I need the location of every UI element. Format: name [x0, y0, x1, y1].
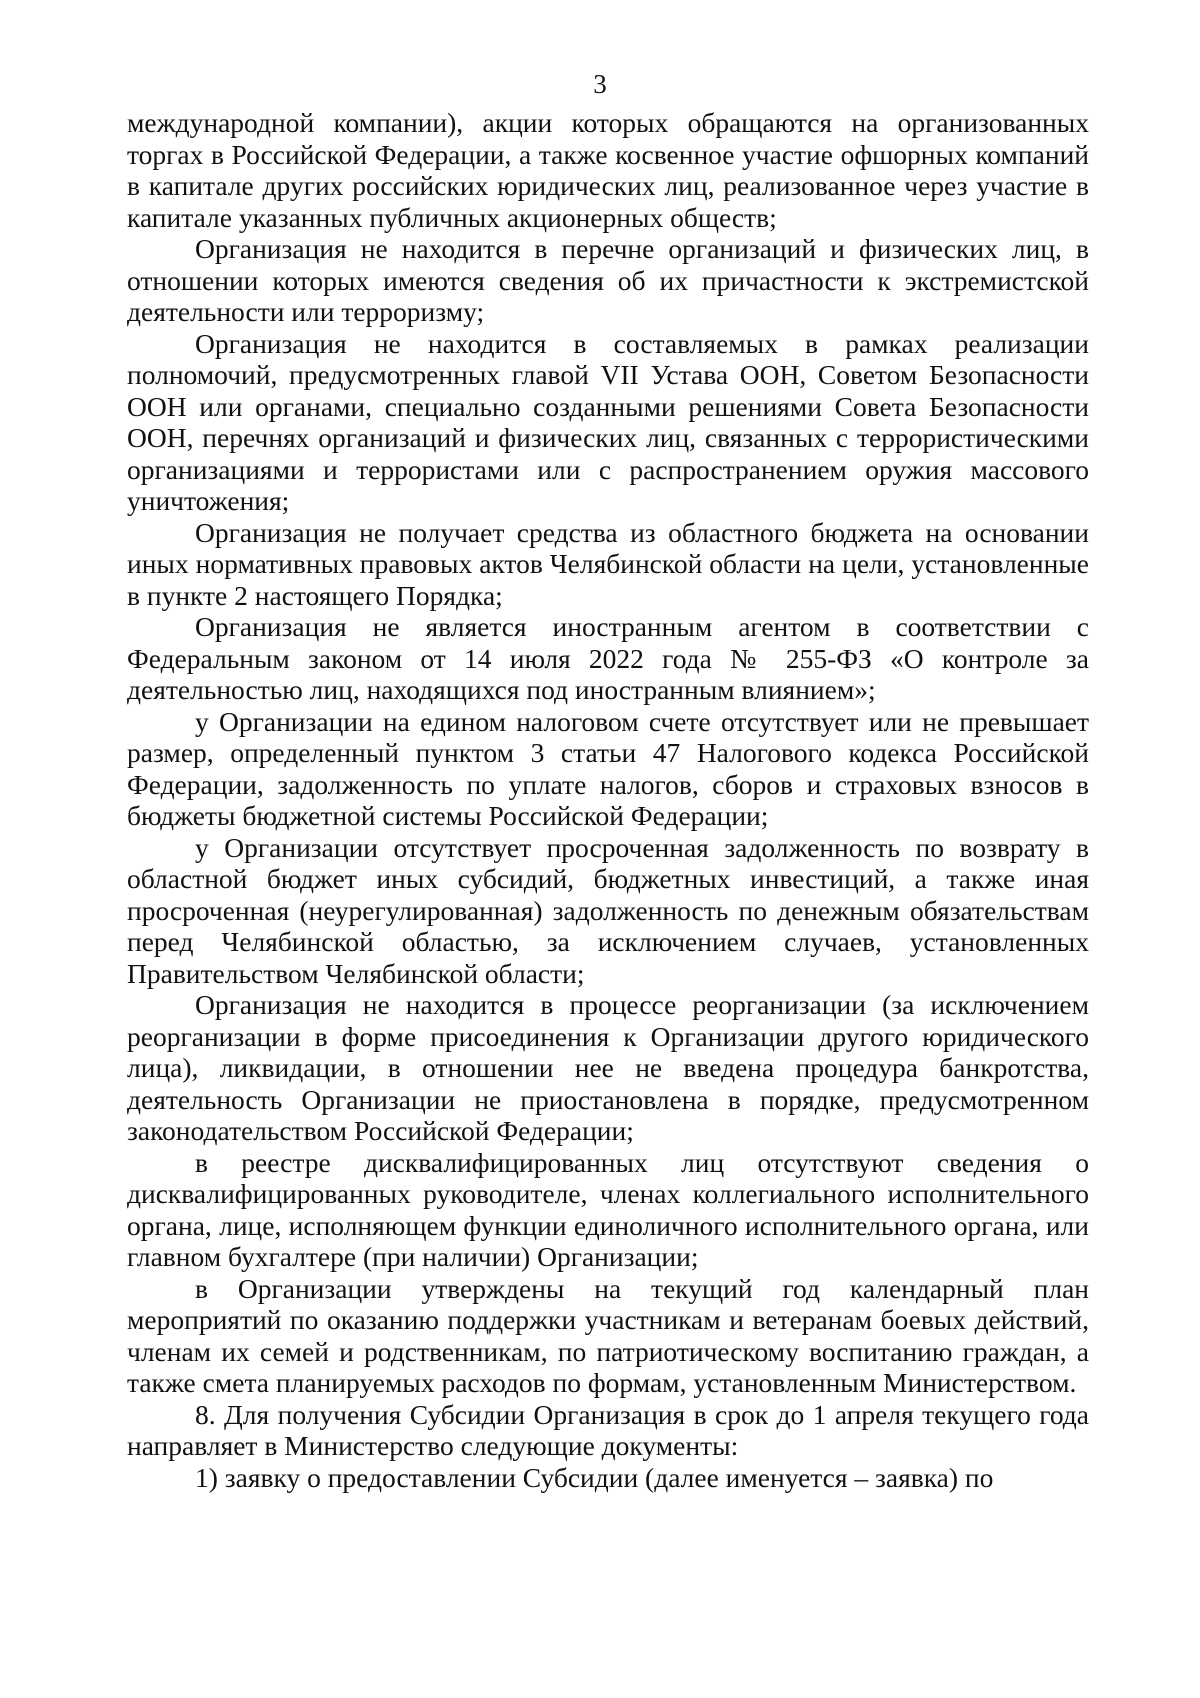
- paragraph-continuation: международной компании), акции которых обращаются на организованных торгах в Российской Федерации, а также косвенное участие офшорных компаний в капитале других российских юридических лиц, реализованное через участие в капитале указанных публичных акционерных обществ;: [127, 107, 1089, 233]
- page-number: 3: [593, 69, 607, 99]
- paragraph-item-8: 8. Для получения Субсидии Организация в срок до 1 апреля текущего года направляет в Министерство следующие документы:: [127, 1398, 1089, 1461]
- paragraph-foreign-agent: Организация не является иностранным агентом в соответствии с Федеральным законом от 14 июля 2022 года № 255-ФЗ «О контроле за деятельностью лиц, находящихся под иностранным влиянием»;: [127, 611, 1089, 705]
- paragraph-un-security-council-list: Организация не находится в составляемых в рамках реализации полномочий, предусмотренных главой VII Устава ООН, Советом Безопасности ООН или органами, специально созданными решениями Совета Безопасности ООН, перечнях организаций и физических лиц, связанных с террористическими организациями и террористами или с распространением оружия массового уничтожения;: [127, 327, 1089, 516]
- paragraph-reorganization: Организация не находится в процессе реорганизации (за исключением реорганизации в форме присоединения к Организации другого юридического лица), ликвидации, в отношении нее не введена процедура банкротства, деятельность Организации не приостановлена в порядке, предусмотренном законодательством Российской Федерации;: [127, 989, 1089, 1146]
- paragraph-overdue-debt: у Организации отсутствует просроченная задолженность по возврату в областной бюджет иных субсидий, бюджетных инвестиций, а также иная просроченная (неурегулированная) задолженность по денежным обязательствам перед Челябинской областью, за исключением случаев, установленных Правительством Челябинской области;: [127, 831, 1089, 989]
- paragraph-disqualified-persons: в реестре дисквалифицированных лиц отсутствуют сведения о дисквалифицированных руководителе, членах коллегиального исполнительного органа, лице, исполняющем функции единоличного исполнительного органа, или главном бухгалтере (при наличии) Организации;: [127, 1146, 1089, 1272]
- paragraph-tax-debt: у Организации на едином налоговом счете отсутствует или не превышает размер, определенный пунктом 3 статьи 47 Налогового кодекса Российской Федерации, задолженность по уплате налогов, сборов и страховых взносов в бюджеты бюджетной системы Российской Федерации;: [127, 705, 1089, 831]
- paragraph-regional-budget-funds: Организация не получает средства из областного бюджета на основании иных нормативных правовых актов Челябинской области на цели, установленные в пункте 2 настоящего Порядка;: [127, 516, 1089, 611]
- paragraph-subitem-1: 1) заявку о предоставлении Субсидии (далее именуется – заявка) по: [195, 1461, 994, 1493]
- paragraph-activity-plan: в Организации утверждены на текущий год календарный план мероприятий по оказанию поддержки участникам и ветеранам боевых действий, членам их семей и родственникам, по патриотическому воспитанию граждан, а также смета планируемых расходов по формам, установленным Министерством.: [127, 1272, 1089, 1398]
- paragraph-extremism-list: Организация не находится в перечне организаций и физических лиц, в отношении которых имеются сведения об их причастности к экстремистской деятельности или терроризму;: [127, 233, 1089, 327]
- document-body: [127, 107, 1089, 1493]
